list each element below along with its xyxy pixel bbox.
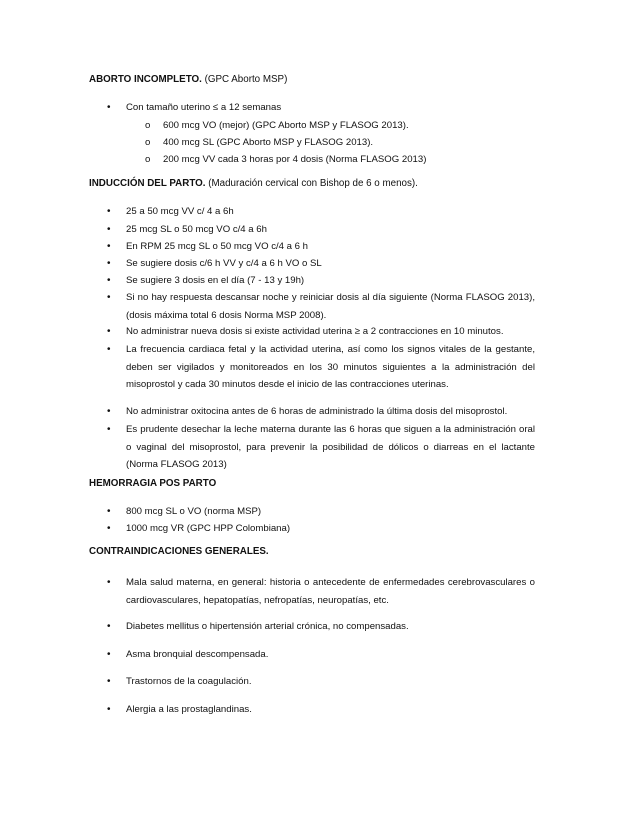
heading-title: CONTRAINDICACIONES GENERALES. bbox=[89, 546, 269, 557]
section-heading-aborto bbox=[89, 74, 287, 85]
list-item bbox=[107, 646, 535, 664]
heading-note: (Maduración cervical con Bishop de 6 o menos). bbox=[208, 178, 418, 189]
bullet-icon: • bbox=[107, 241, 111, 252]
section-heading-hemorragia bbox=[89, 478, 216, 489]
list-item-text: La frecuencia cardiaca fetal y la actividad uterina, así como los signos vitales de la gestante, deben ser vigilados y monitoreados en los 30 minutos siguientes a la administración del misoprostol y cada 30 minutos desde el inicio de las contracciones uterinas. bbox=[126, 344, 535, 390]
bullet-icon: • bbox=[107, 224, 111, 235]
list-item bbox=[107, 503, 535, 521]
list-item-text: Es prudente desechar la leche materna durante las 6 horas que siguen a la administración oral o vaginal del misoprostol, para prevenir la posibilidad de dólicos o diarreas en el lactante (Norma FLASOG 2013) bbox=[126, 424, 535, 470]
bullet-icon: • bbox=[107, 275, 111, 286]
list-item-text: 25 mcg SL o 50 mcg VO c/4 a 6h bbox=[126, 224, 267, 235]
sub-list-item-text: 200 mcg VV cada 3 horas por 4 dosis (Norma FLASOG 2013) bbox=[163, 154, 427, 165]
list-item-text: 25 a 50 mcg VV c/ 4 a 6h bbox=[126, 206, 234, 217]
bullet-icon: • bbox=[107, 577, 111, 588]
circle-bullet-icon: o bbox=[145, 120, 151, 131]
bullet-icon: • bbox=[107, 258, 111, 269]
list-item-text: Trastornos de la coagulación. bbox=[126, 676, 252, 687]
list-item bbox=[107, 323, 535, 341]
list-item-text: Si no hay respuesta descansar noche y reiniciar dosis al día siguiente (Norma FLASOG 2013), (dosis máxima total 6 dosis Norma MSP 2008). bbox=[126, 292, 535, 321]
bullet-icon: • bbox=[107, 406, 111, 417]
list-item bbox=[107, 520, 535, 538]
list-item bbox=[107, 618, 535, 636]
list-item-text: Con tamaño uterino ≤ a 12 semanas bbox=[126, 102, 282, 113]
bullet-icon: • bbox=[107, 326, 111, 337]
circle-bullet-icon: o bbox=[145, 154, 151, 165]
heading-title: INDUCCIÓN DEL PARTO. bbox=[89, 178, 206, 189]
list-item bbox=[107, 289, 535, 324]
list-item bbox=[107, 673, 535, 691]
list-item-text: Alergia a las prostaglandinas. bbox=[126, 704, 252, 715]
bullet-icon: • bbox=[107, 344, 111, 355]
heading-title: HEMORRAGIA POS PARTO bbox=[89, 478, 217, 489]
bullet-icon: • bbox=[107, 704, 111, 715]
bullet-icon: • bbox=[107, 102, 111, 113]
bullet-icon: • bbox=[107, 621, 111, 632]
list-item-text: 800 mcg SL o VO (norma MSP) bbox=[126, 506, 262, 517]
list-item-text: Mala salud materna, en general: historia o antecedente de enfermedades cerebrovasculares o cardiovasculares, hepatopatías, nefropatías, neuropatías, etc. bbox=[126, 577, 535, 606]
list-item-text: 1000 mcg VR (GPC HPP Colombiana) bbox=[126, 523, 291, 534]
sub-list-item-text: 600 mcg VO (mejor) (GPC Aborto MSP y FLASOG 2013). bbox=[163, 120, 409, 131]
circle-bullet-icon: o bbox=[145, 137, 151, 148]
list-item bbox=[107, 255, 535, 273]
list-item bbox=[107, 272, 535, 290]
list-item-text: Se sugiere dosis c/6 h VV y c/4 a 6 h VO o SL bbox=[126, 258, 322, 269]
bullet-icon: • bbox=[107, 506, 111, 517]
section-heading-induccion bbox=[89, 178, 418, 189]
list-item bbox=[107, 574, 535, 609]
list-item bbox=[107, 701, 535, 719]
list-item-text: Asma bronquial descompensada. bbox=[126, 649, 269, 660]
list-item bbox=[107, 403, 535, 421]
list-item-text: En RPM 25 mcg SL o 50 mcg VO c/4 a 6 h bbox=[126, 241, 309, 252]
section-heading-contraindicaciones bbox=[89, 546, 269, 557]
heading-title: ABORTO INCOMPLETO. bbox=[89, 74, 202, 85]
list-item bbox=[107, 421, 535, 474]
bullet-icon: • bbox=[107, 292, 111, 303]
bullet-icon: • bbox=[107, 649, 111, 660]
list-item-text: No administrar nueva dosis si existe actividad uterina ≥ a 2 contracciones en 10 minutos. bbox=[126, 326, 504, 337]
list-item bbox=[107, 203, 535, 221]
bullet-icon: • bbox=[107, 523, 111, 534]
list-item bbox=[107, 221, 535, 239]
list-item-text: No administrar oxitocina antes de 6 horas de administrado la última dosis del misoprostol. bbox=[126, 406, 508, 417]
list-item bbox=[107, 238, 535, 256]
list-item-text: Diabetes mellitus o hipertensión arterial crónica, no compensadas. bbox=[126, 621, 409, 632]
bullet-icon: • bbox=[107, 206, 111, 217]
list-item bbox=[107, 341, 535, 394]
bullet-icon: • bbox=[107, 676, 111, 687]
list-item bbox=[107, 99, 535, 117]
sub-list-item-text: 400 mcg SL (GPC Aborto MSP y FLASOG 2013). bbox=[163, 137, 374, 148]
list-item-text: Se sugiere 3 dosis en el día (7 - 13 y 19h) bbox=[126, 275, 305, 286]
bullet-icon: • bbox=[107, 424, 111, 435]
heading-note: (GPC Aborto MSP) bbox=[204, 74, 288, 85]
